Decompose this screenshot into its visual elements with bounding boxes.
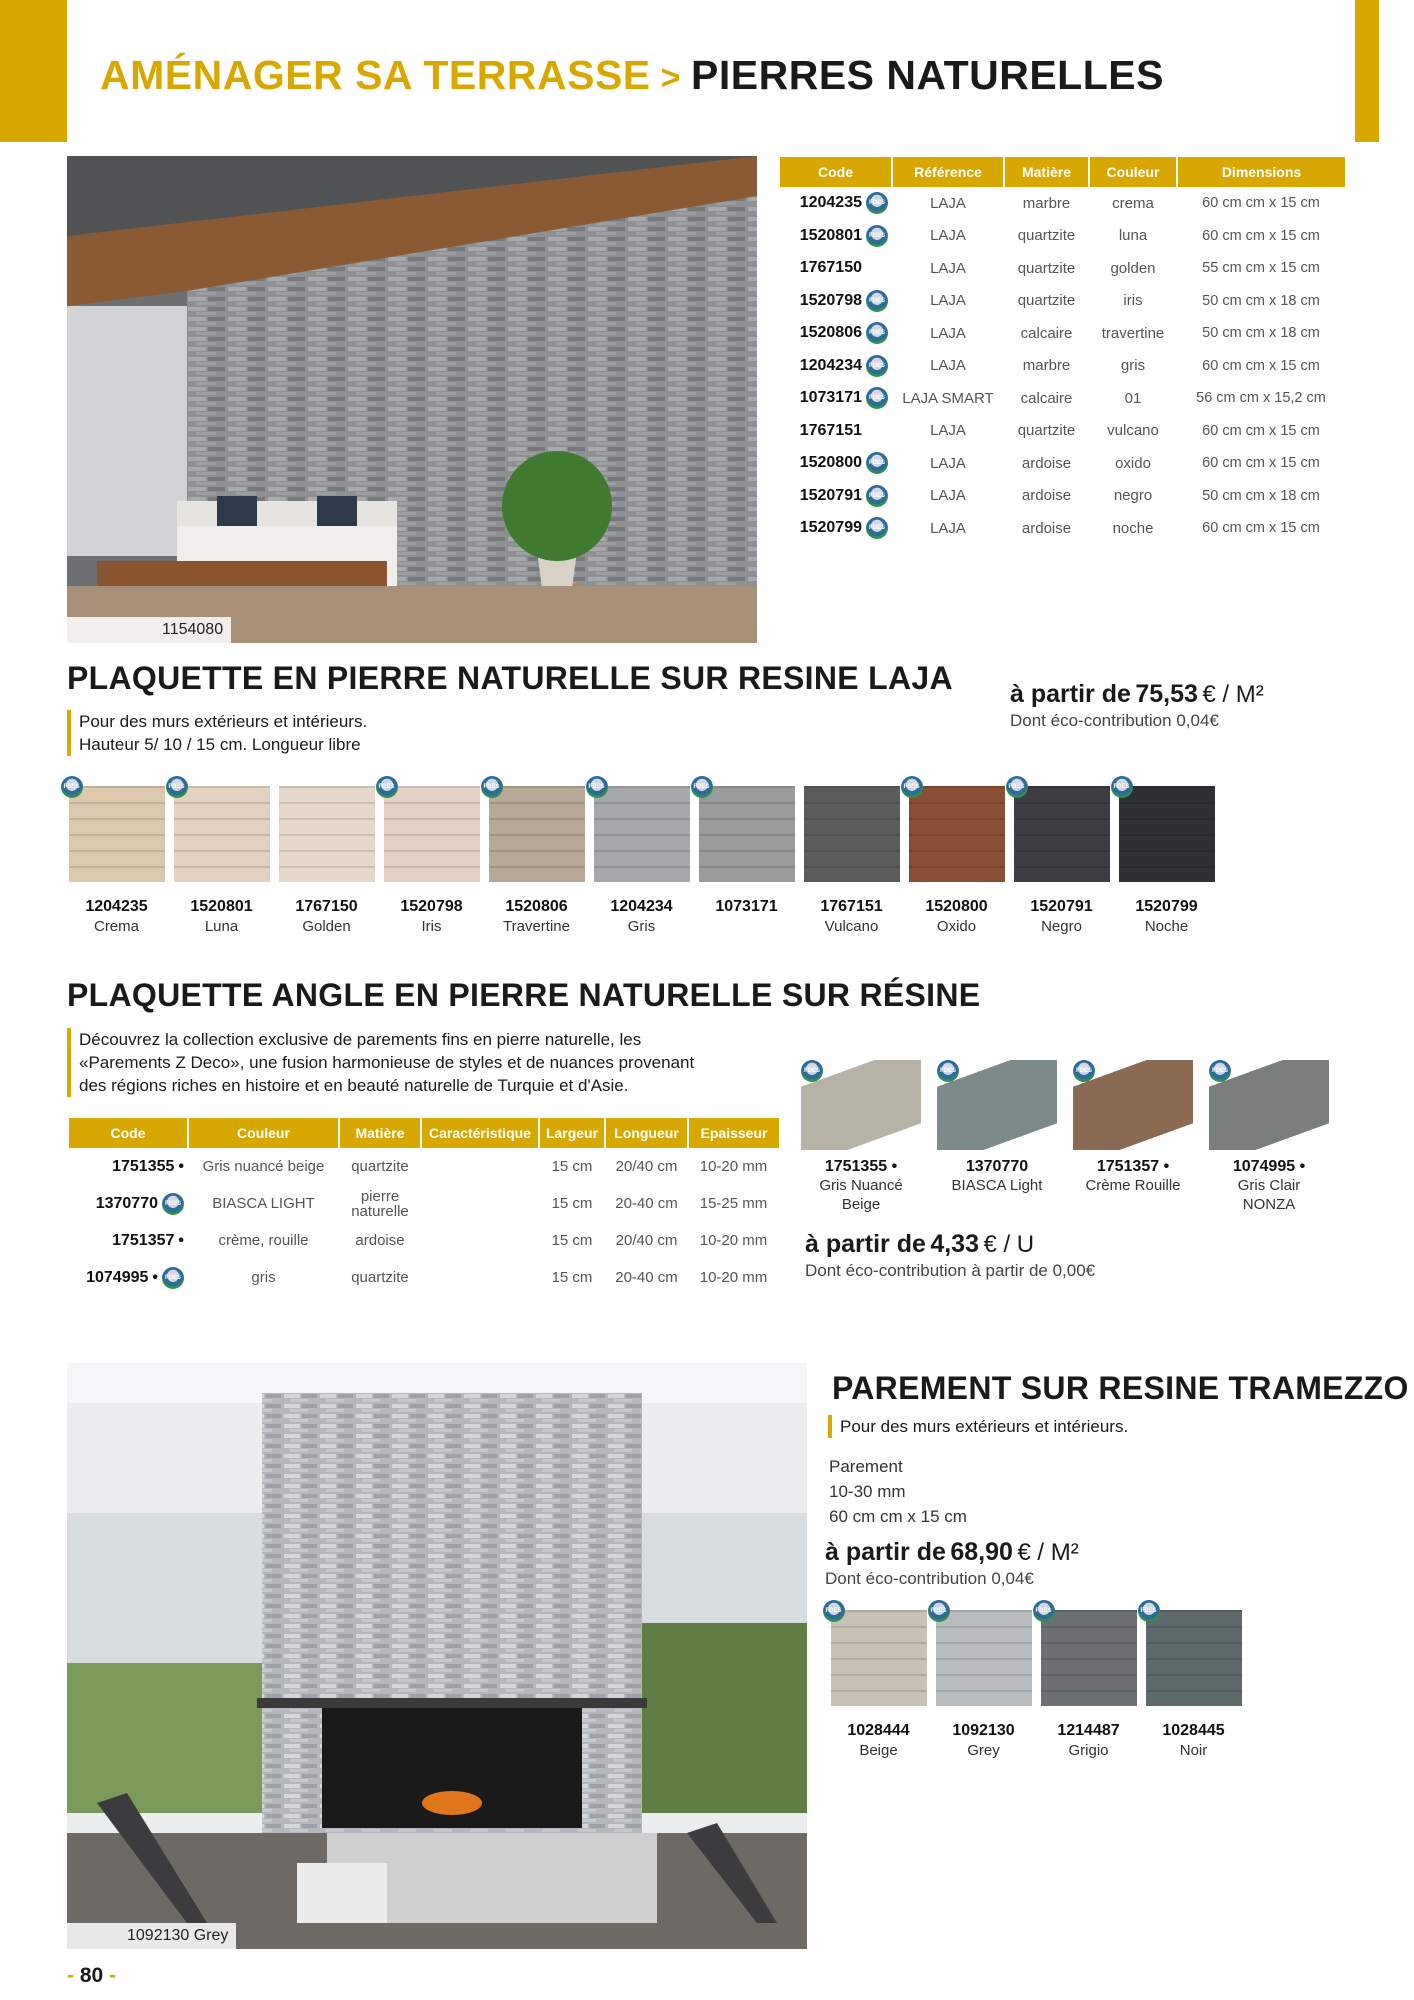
swatch-name: Oxido <box>936 918 977 935</box>
corner-product <box>793 1060 929 1214</box>
price-value: 75,53 <box>1135 680 1198 708</box>
swatch-item <box>931 1610 1036 1759</box>
table-row <box>69 1148 779 1185</box>
corner-product-name: Gris Nuancé <box>819 1177 903 1194</box>
swatch-tile <box>693 784 795 882</box>
cell-reference: LAJA <box>930 519 966 537</box>
swatch-name: Luna <box>204 918 239 935</box>
swatch-row-laja <box>64 786 1219 935</box>
cell-dimensions: 60 cm cm x 15 cm <box>1202 227 1320 244</box>
code-value: 1073171 <box>799 389 862 407</box>
fdes-badge-icon: FDES <box>866 225 888 247</box>
col-header-couleur: Couleur <box>1089 157 1177 187</box>
fdes-badge-icon: FDES <box>1006 776 1028 798</box>
fdes-badge-icon: FDES <box>61 776 83 798</box>
subcategory-title: PIERRES NATURELLES <box>691 52 1164 98</box>
col-header-longueur: Longueur <box>605 1118 688 1148</box>
cell-largeur: 15 cm <box>551 1232 593 1249</box>
fdes-badge-icon: FDES <box>1209 1060 1231 1082</box>
table-row <box>780 447 1345 480</box>
photo-caption: 1154080 <box>67 617 231 643</box>
cell-couleur: luna <box>1118 227 1148 245</box>
fdes-badge-icon: FDES <box>1111 776 1133 798</box>
fdes-badge-icon: FDES <box>376 776 398 798</box>
cell-couleur: BIASCA LIGHT <box>212 1195 315 1212</box>
description-line: Pour des murs extérieurs et intérieurs. <box>79 712 368 731</box>
cell-dimensions: 55 cm cm x 15 cm <box>1202 260 1320 277</box>
cell-dimensions: 50 cm cm x 18 cm <box>1202 292 1320 309</box>
cell-epaisseur: 15-25 mm <box>699 1195 768 1212</box>
price-block-laja <box>1010 680 1264 731</box>
description-line: Découvrez la collection exclusive de parements fins en pierre naturelle, les <box>79 1030 642 1049</box>
code-value: 1520791 <box>799 486 862 504</box>
cell-dimensions: 60 cm cm x 15 cm <box>1202 357 1320 374</box>
cell-couleur: gris <box>251 1269 276 1286</box>
cell-epaisseur: 10-20 mm <box>699 1269 768 1286</box>
cell-couleur: travertine <box>1101 324 1165 342</box>
corner-product-image <box>801 1060 921 1150</box>
col-header-epaisseur: Epaisseur <box>688 1118 779 1148</box>
cell-reference: LAJA SMART <box>902 389 994 407</box>
col-header-largeur: Largeur <box>539 1118 605 1148</box>
swatch-code: 1767150 <box>295 898 358 915</box>
code-value: 1520799 <box>799 519 862 537</box>
swatch-code: 1520799 <box>1135 898 1198 915</box>
price-block-tramezzo <box>825 1538 1079 1589</box>
swatch-row-tramezzo <box>826 1610 1246 1759</box>
code-value: 1767150 <box>799 259 862 277</box>
cell-dimensions: 60 cm cm x 15 cm <box>1202 422 1320 439</box>
cell-reference: LAJA <box>930 292 966 310</box>
cell-code <box>69 1259 188 1296</box>
swatch-name: Grigio <box>1068 1742 1109 1759</box>
cell-dimensions: 60 cm cm x 15 cm <box>1202 455 1320 472</box>
swatch-name: Travertine <box>503 918 570 935</box>
cell-code <box>69 1185 188 1222</box>
fdes-badge-icon: FDES <box>1033 1600 1055 1622</box>
swatch-code: 1767151 <box>820 898 883 915</box>
code-mark: • <box>178 1231 184 1249</box>
cell-couleur: 01 <box>1124 389 1142 407</box>
cell-code <box>69 1222 188 1259</box>
cell-code <box>780 350 892 383</box>
fdes-badge-icon: FDES <box>866 290 888 312</box>
swatch-item <box>1141 1610 1246 1759</box>
table-row <box>780 480 1345 513</box>
swatch-code: 1520791 <box>1030 898 1093 915</box>
swatch-name: Noir <box>1179 1742 1208 1759</box>
eco-contribution: Dont éco-contribution 0,04€ <box>825 1569 1034 1588</box>
cell-longueur: 20/40 cm <box>615 1232 678 1249</box>
swatch-tile <box>1113 784 1215 882</box>
swatch-tile <box>588 784 690 882</box>
corner-product-name: BIASCA Light <box>951 1177 1043 1194</box>
cell-matiere: calcaire <box>1020 389 1073 407</box>
price-unit: € / M² <box>1017 1539 1079 1566</box>
description-line: Pour des murs extérieurs et intérieurs. <box>840 1417 1129 1436</box>
fdes-badge-icon: FDES <box>481 776 503 798</box>
cell-matiere: quartzite <box>1017 227 1076 245</box>
swatch-code: 1028445 <box>1162 1722 1225 1739</box>
cell-caracteristique <box>421 1185 539 1222</box>
cell-reference: LAJA <box>930 227 966 245</box>
corner-product-image <box>1209 1060 1329 1150</box>
cell-couleur: negro <box>1113 487 1153 505</box>
cell-matiere: ardoise <box>355 1232 405 1249</box>
cell-reference: LAJA <box>930 194 966 212</box>
col-header-reference: Référence <box>892 157 1004 187</box>
corner-product-code: 1751357 • <box>1096 1158 1170 1175</box>
breadcrumb-separator: > <box>660 59 682 97</box>
cell-couleur: crème, rouille <box>218 1232 309 1249</box>
swatch-name: Vulcano <box>824 918 879 935</box>
cell-couleur: Gris nuancé beige <box>202 1158 325 1175</box>
page-title <box>100 52 1164 99</box>
price-prefix: à partir de <box>1010 680 1131 708</box>
cell-matiere: ardoise <box>1021 487 1072 505</box>
header-accent-bar-right <box>1355 0 1379 142</box>
swatch-name: Beige <box>859 1742 898 1759</box>
fdes-badge-icon: FDES <box>866 322 888 344</box>
cell-code <box>780 187 892 220</box>
cell-largeur: 15 cm <box>551 1158 593 1175</box>
col-header-matiere: Matière <box>1004 157 1089 187</box>
col-header-code: Code <box>69 1118 188 1148</box>
code-value: 1520806 <box>799 324 862 342</box>
section-title-tramezzo: PAREMENT SUR RESINE TRAMEZZO <box>832 1370 1409 1406</box>
table-row <box>69 1185 779 1222</box>
cell-matiere: ardoise <box>1021 519 1072 537</box>
swatch-tile <box>168 784 270 882</box>
swatch-code: 1520800 <box>925 898 988 915</box>
angle-table <box>69 1118 779 1296</box>
cell-matiere: marbre <box>1022 357 1071 375</box>
swatch-tile <box>1140 1608 1242 1706</box>
corner-product <box>1201 1060 1337 1214</box>
table-row <box>69 1259 779 1296</box>
fdes-badge-icon: FDES <box>801 1060 823 1082</box>
cell-caracteristique <box>421 1259 539 1296</box>
cell-couleur: noche <box>1112 519 1154 537</box>
cell-reference: LAJA <box>930 357 966 375</box>
swatch-name: Negro <box>1041 918 1082 935</box>
swatch-name: Golden <box>302 918 351 935</box>
col-header-matiere: Matière <box>339 1118 421 1148</box>
fdes-badge-icon: FDES <box>928 1600 950 1622</box>
swatch-tile <box>378 784 480 882</box>
cell-matiere: marbre <box>1022 194 1071 212</box>
cell-couleur: golden <box>1110 259 1156 277</box>
cell-caracteristique <box>421 1148 539 1185</box>
corner-product-row <box>793 1060 1337 1214</box>
fdes-badge-icon: FDES <box>866 485 888 507</box>
cell-reference: LAJA <box>930 422 966 440</box>
cell-code <box>780 252 892 285</box>
swatch-item <box>799 786 904 935</box>
tramezzo-specs <box>829 1454 967 1529</box>
swatch-name: Noche <box>1144 918 1189 935</box>
cell-code <box>780 285 892 318</box>
fdes-badge-icon: FDES <box>901 776 923 798</box>
cell-matiere: quartzite <box>351 1269 409 1286</box>
fdes-badge-icon: FDES <box>162 1267 184 1289</box>
table-row <box>780 415 1345 448</box>
fdes-badge-icon: FDES <box>866 517 888 539</box>
fdes-badge-icon: FDES <box>691 776 713 798</box>
cell-code <box>780 447 892 480</box>
swatch-code: 1520806 <box>505 898 568 915</box>
fdes-badge-icon: FDES <box>586 776 608 798</box>
cell-dimensions: 50 cm cm x 18 cm <box>1202 487 1320 504</box>
code-value: 1520800 <box>799 454 862 472</box>
code-value: 1204235 <box>799 194 862 212</box>
fdes-badge-icon: FDES <box>937 1060 959 1082</box>
fdes-badge-icon: FDES <box>866 387 888 409</box>
code-value: 1370770 <box>95 1194 158 1212</box>
page-number-dash: - <box>67 1964 74 1987</box>
corner-product <box>1065 1060 1201 1214</box>
swatch-tile <box>903 784 1005 882</box>
fdes-badge-icon: FDES <box>1138 1600 1160 1622</box>
cell-epaisseur: 10-20 mm <box>699 1232 768 1249</box>
code-value: 1204234 <box>799 356 862 374</box>
description-line: «Parements Z Deco», une fusion harmonieuse de styles et de nuances provenant <box>79 1053 695 1072</box>
cell-couleur: vulcano <box>1107 422 1159 440</box>
swatch-item <box>484 786 589 935</box>
header-accent-bar <box>0 0 67 142</box>
fdes-badge-icon: FDES <box>866 355 888 377</box>
cell-couleur: gris <box>1120 357 1146 375</box>
photo-caption: 1092130 Grey <box>67 1923 236 1949</box>
code-value: 1074995 <box>86 1268 149 1286</box>
cell-code <box>780 220 892 253</box>
swatch-item <box>379 786 484 935</box>
price-prefix: à partir de <box>825 1538 946 1566</box>
swatch-name: Grey <box>967 1742 1000 1759</box>
cell-matiere: quartzite <box>351 1158 409 1175</box>
swatch-item <box>589 786 694 935</box>
living-room-photo <box>67 1363 807 1949</box>
page-number-dash: - <box>109 1964 117 1987</box>
table-row <box>780 317 1345 350</box>
corner-product-code: 1074995 • <box>1232 1158 1306 1175</box>
cell-couleur: crema <box>1112 194 1154 212</box>
cell-largeur: 15 cm <box>551 1195 593 1212</box>
section-title-angle: PLAQUETTE ANGLE EN PIERRE NATURELLE SUR RÉSINE <box>67 977 981 1013</box>
swatch-tile <box>930 1608 1032 1706</box>
cell-matiere: pierre naturelle <box>351 1187 409 1220</box>
cell-largeur: 15 cm <box>551 1269 593 1286</box>
price-value: 4,33 <box>930 1230 979 1258</box>
table-row <box>780 382 1345 415</box>
swatch-tile <box>63 784 165 882</box>
cell-reference: LAJA <box>930 487 966 505</box>
section-title-laja: PLAQUETTE EN PIERRE NATURELLE SUR RESINE LAJA <box>67 660 953 696</box>
swatch-tile <box>804 786 900 882</box>
swatch-code: 1073171 <box>715 898 778 915</box>
spec-line: Parement <box>829 1457 903 1476</box>
table-row <box>780 252 1345 285</box>
swatch-item <box>64 786 169 935</box>
swatch-item <box>904 786 1009 935</box>
description-line: des régions riches en histoire et en beauté naturelle de Turquie et d'Asie. <box>79 1076 629 1095</box>
price-value: 68,90 <box>950 1538 1013 1566</box>
cell-longueur: 20/40 cm <box>615 1158 678 1175</box>
cell-longueur: 20-40 cm <box>615 1269 678 1286</box>
fdes-badge-icon: FDES <box>866 192 888 214</box>
fdes-badge-icon: FDES <box>1073 1060 1095 1082</box>
corner-product <box>929 1060 1065 1214</box>
cell-epaisseur: 10-20 mm <box>699 1158 768 1175</box>
corner-product-image <box>1073 1060 1193 1150</box>
eco-contribution: Dont éco-contribution 0,04€ <box>1010 711 1219 730</box>
swatch-code: 1204235 <box>85 898 148 915</box>
swatch-name: Iris <box>421 918 442 935</box>
corner-product-code: 1370770 <box>965 1158 1029 1175</box>
swatch-code: 1092130 <box>952 1722 1015 1739</box>
cell-matiere: quartzite <box>1017 259 1076 277</box>
cell-dimensions: 50 cm cm x 18 cm <box>1202 325 1320 342</box>
swatch-code: 1028444 <box>847 1722 910 1739</box>
corner-product-name: NONZA <box>1242 1196 1296 1213</box>
col-header-caracteristique: Caractéristique <box>421 1118 539 1148</box>
price-unit: € / M² <box>1202 681 1264 708</box>
code-mark: • <box>178 1157 184 1175</box>
col-header-dimensions: Dimensions <box>1177 157 1345 187</box>
page-number <box>67 1964 116 1988</box>
table-row <box>780 350 1345 383</box>
swatch-code: 1520798 <box>400 898 463 915</box>
corner-product-code: 1751355 • <box>824 1158 898 1175</box>
swatch-tile <box>1008 784 1110 882</box>
cell-dimensions: 60 cm cm x 15 cm <box>1202 195 1320 212</box>
cell-caracteristique <box>421 1222 539 1259</box>
swatch-name: Crema <box>93 918 139 935</box>
swatch-item <box>1036 1610 1141 1759</box>
cell-reference: LAJA <box>930 454 966 472</box>
col-header-code: Code <box>780 157 892 187</box>
fdes-badge-icon: FDES <box>166 776 188 798</box>
swatch-tile <box>1035 1608 1137 1706</box>
swatch-code: 1520801 <box>190 898 253 915</box>
code-value: 1751355 <box>112 1157 175 1175</box>
spec-line: 10-30 mm <box>829 1482 906 1501</box>
spec-line: 60 cm cm x 15 cm <box>829 1507 967 1526</box>
fdes-badge-icon: FDES <box>162 1193 184 1215</box>
swatch-item <box>1114 786 1219 935</box>
price-block-angle <box>805 1230 1095 1281</box>
cell-longueur: 20-40 cm <box>615 1195 678 1212</box>
cell-matiere: quartzite <box>1017 292 1076 310</box>
swatch-tile <box>483 784 585 882</box>
cell-reference: LAJA <box>930 259 966 277</box>
section-description-laja <box>67 710 367 756</box>
table-row <box>780 285 1345 318</box>
cell-dimensions: 56 cm cm x 15,2 cm <box>1196 390 1326 407</box>
terrace-photo <box>67 156 757 643</box>
swatch-code: 1214487 <box>1057 1722 1120 1739</box>
table-row <box>780 512 1345 545</box>
table-row <box>780 220 1345 253</box>
section-description-tramezzo <box>828 1415 1128 1438</box>
table-row <box>69 1222 779 1259</box>
cell-dimensions: 60 cm cm x 15 cm <box>1202 520 1320 537</box>
code-value: 1520801 <box>799 226 862 244</box>
cell-code <box>69 1148 188 1185</box>
code-mark: • <box>152 1268 158 1286</box>
swatch-item <box>274 786 379 935</box>
cell-code <box>780 317 892 350</box>
swatch-tile <box>825 1608 927 1706</box>
category-title: AMÉNAGER SA TERRASSE <box>100 52 651 98</box>
cell-matiere: quartzite <box>1017 422 1076 440</box>
cell-code <box>780 415 892 448</box>
corner-product-name: Gris Clair <box>1237 1177 1301 1194</box>
fdes-badge-icon: FDES <box>866 452 888 474</box>
swatch-tile <box>279 786 375 882</box>
corner-product-image <box>937 1060 1057 1150</box>
cell-code <box>780 512 892 545</box>
swatch-item <box>826 1610 931 1759</box>
cell-couleur: oxido <box>1115 454 1151 472</box>
cell-matiere: calcaire <box>1020 324 1073 342</box>
col-header-couleur: Couleur <box>188 1118 339 1148</box>
fdes-badge-icon: FDES <box>823 1600 845 1622</box>
eco-contribution: Dont éco-contribution à partir de 0,00€ <box>805 1261 1096 1280</box>
cell-couleur: iris <box>1123 292 1143 310</box>
page-number-value: 80 <box>79 1964 104 1987</box>
price-unit: € / U <box>983 1231 1035 1258</box>
cell-matiere: ardoise <box>1021 454 1072 472</box>
code-value: 1751357 <box>112 1231 175 1249</box>
corner-product-name: Crème Rouille <box>1085 1177 1181 1194</box>
cell-reference: LAJA <box>930 324 966 342</box>
swatch-item <box>169 786 274 935</box>
table-row <box>780 187 1345 220</box>
description-line: Hauteur 5/ 10 / 15 cm. Longueur libre <box>79 735 361 754</box>
swatch-item <box>694 786 799 935</box>
price-prefix: à partir de <box>805 1230 926 1258</box>
code-value: 1520798 <box>799 291 862 309</box>
corner-product-name: Beige <box>841 1196 881 1213</box>
laja-table <box>780 157 1345 545</box>
cell-code <box>780 480 892 513</box>
section-description-angle <box>67 1028 767 1097</box>
swatch-code: 1204234 <box>610 898 673 915</box>
swatch-item <box>1009 786 1114 935</box>
swatch-name: Gris <box>627 918 656 935</box>
code-value: 1767151 <box>799 421 862 439</box>
cell-code <box>780 382 892 415</box>
